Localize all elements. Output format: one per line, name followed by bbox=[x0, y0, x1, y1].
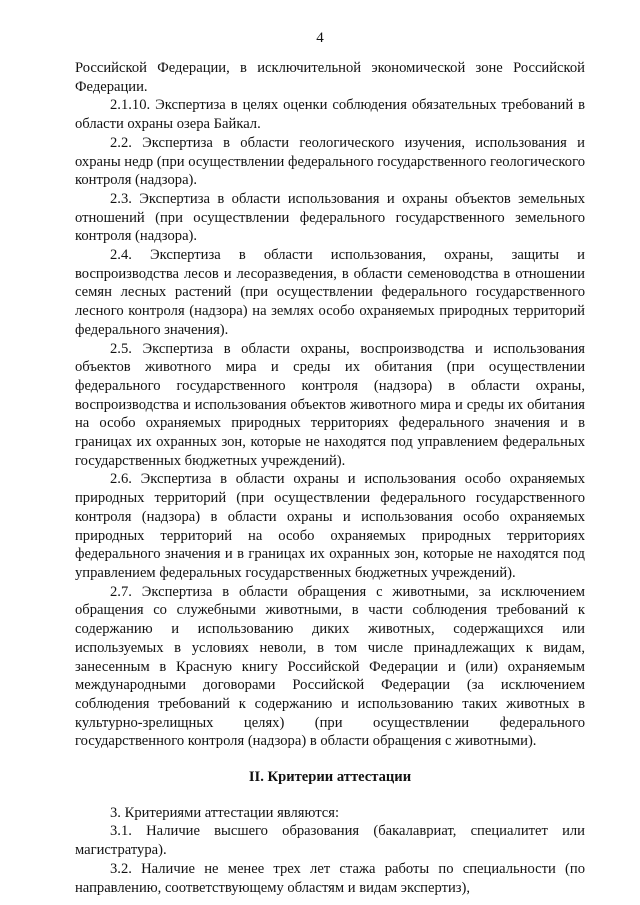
paragraph: 3.1. Наличие высшего образования (бакалавриат, специалитет или магистратура). bbox=[75, 823, 585, 859]
paragraph: 2.3. Экспертиза в области использования и охраны объектов земельных отношений (при осуществлении федерального государственного земельного контроля (надзора). bbox=[75, 190, 585, 245]
document-body bbox=[75, 59, 585, 897]
paragraph: 3. Критериями аттестации являются: bbox=[110, 804, 340, 821]
section-heading: II. Критерии аттестации bbox=[248, 769, 412, 786]
paragraph: 2.7. Экспертиза в области обращения с животными, за исключением обращения со служебными животными, в части соблюдения требований к содержанию и использованию диких животных, содержащихся или используемых в условиях неволи, в том числе принадлежащих к видам, занесенным в Красную книгу Российской Федерации и (или) охраняемым международными договорами Российской Федерации (за исключением соблюдения требований к содержанию и использованию таких животных в культурно-зрелищных целях) (при осуществлении федерального государственного контроля (надзора) в области обращения с животными). bbox=[75, 583, 585, 750]
paragraph: 3.2. Наличие не менее трех лет стажа работы по специальности (по направлению, соответствующему областям и видам экспертиз), bbox=[75, 860, 585, 896]
paragraphs-after-heading bbox=[75, 804, 585, 898]
page-number: 4 bbox=[316, 30, 324, 46]
paragraph: 2.6. Экспертиза в области охраны и использования особо охраняемых природных территорий (при осуществлении федерального государственного контроля (надзора) в области охраны и использования особо охраняемых природных территорий на особо охраняемых природных территориях федерального значения и в границах их охранных зон, которые не находятся под управлением федеральных государственных бюджетных учреждений). bbox=[75, 471, 585, 581]
paragraphs-before-heading bbox=[75, 59, 585, 751]
paragraph: 2.5. Экспертиза в области охраны, воспроизводства и использования объектов животного мира и среды их обитания (при осуществлении федерального государственного контроля (надзора) в области охраны, воспроизводства и использования объектов животного мира и среды их обитания на особо охраняемых природных территориях федерального значения и в границах их охранных зон, которые не находятся под управлением федеральных государственных бюджетных учреждений). bbox=[75, 340, 585, 469]
paragraph: 2.1.10. Экспертиза в целях оценки соблюдения обязательных требований в области охраны озера Байкал. bbox=[75, 97, 585, 133]
paragraph: 2.2. Экспертиза в области геологического изучения, использования и охраны недр (при осуществлении федерального государственного геологического контроля (надзора). bbox=[75, 134, 585, 189]
paragraph: 2.4. Экспертиза в области использования, охраны, защиты и воспроизводства лесов и лесоразведения, в области семеноводства в отношении семян лесных растений (при осуществлении федерального государственного лесного контроля (надзора) на землях особо охраняемых природных территорий федерального значения). bbox=[75, 247, 585, 338]
paragraph: Российской Федерации, в исключительной экономической зоне Российской Федерации. bbox=[75, 60, 585, 95]
